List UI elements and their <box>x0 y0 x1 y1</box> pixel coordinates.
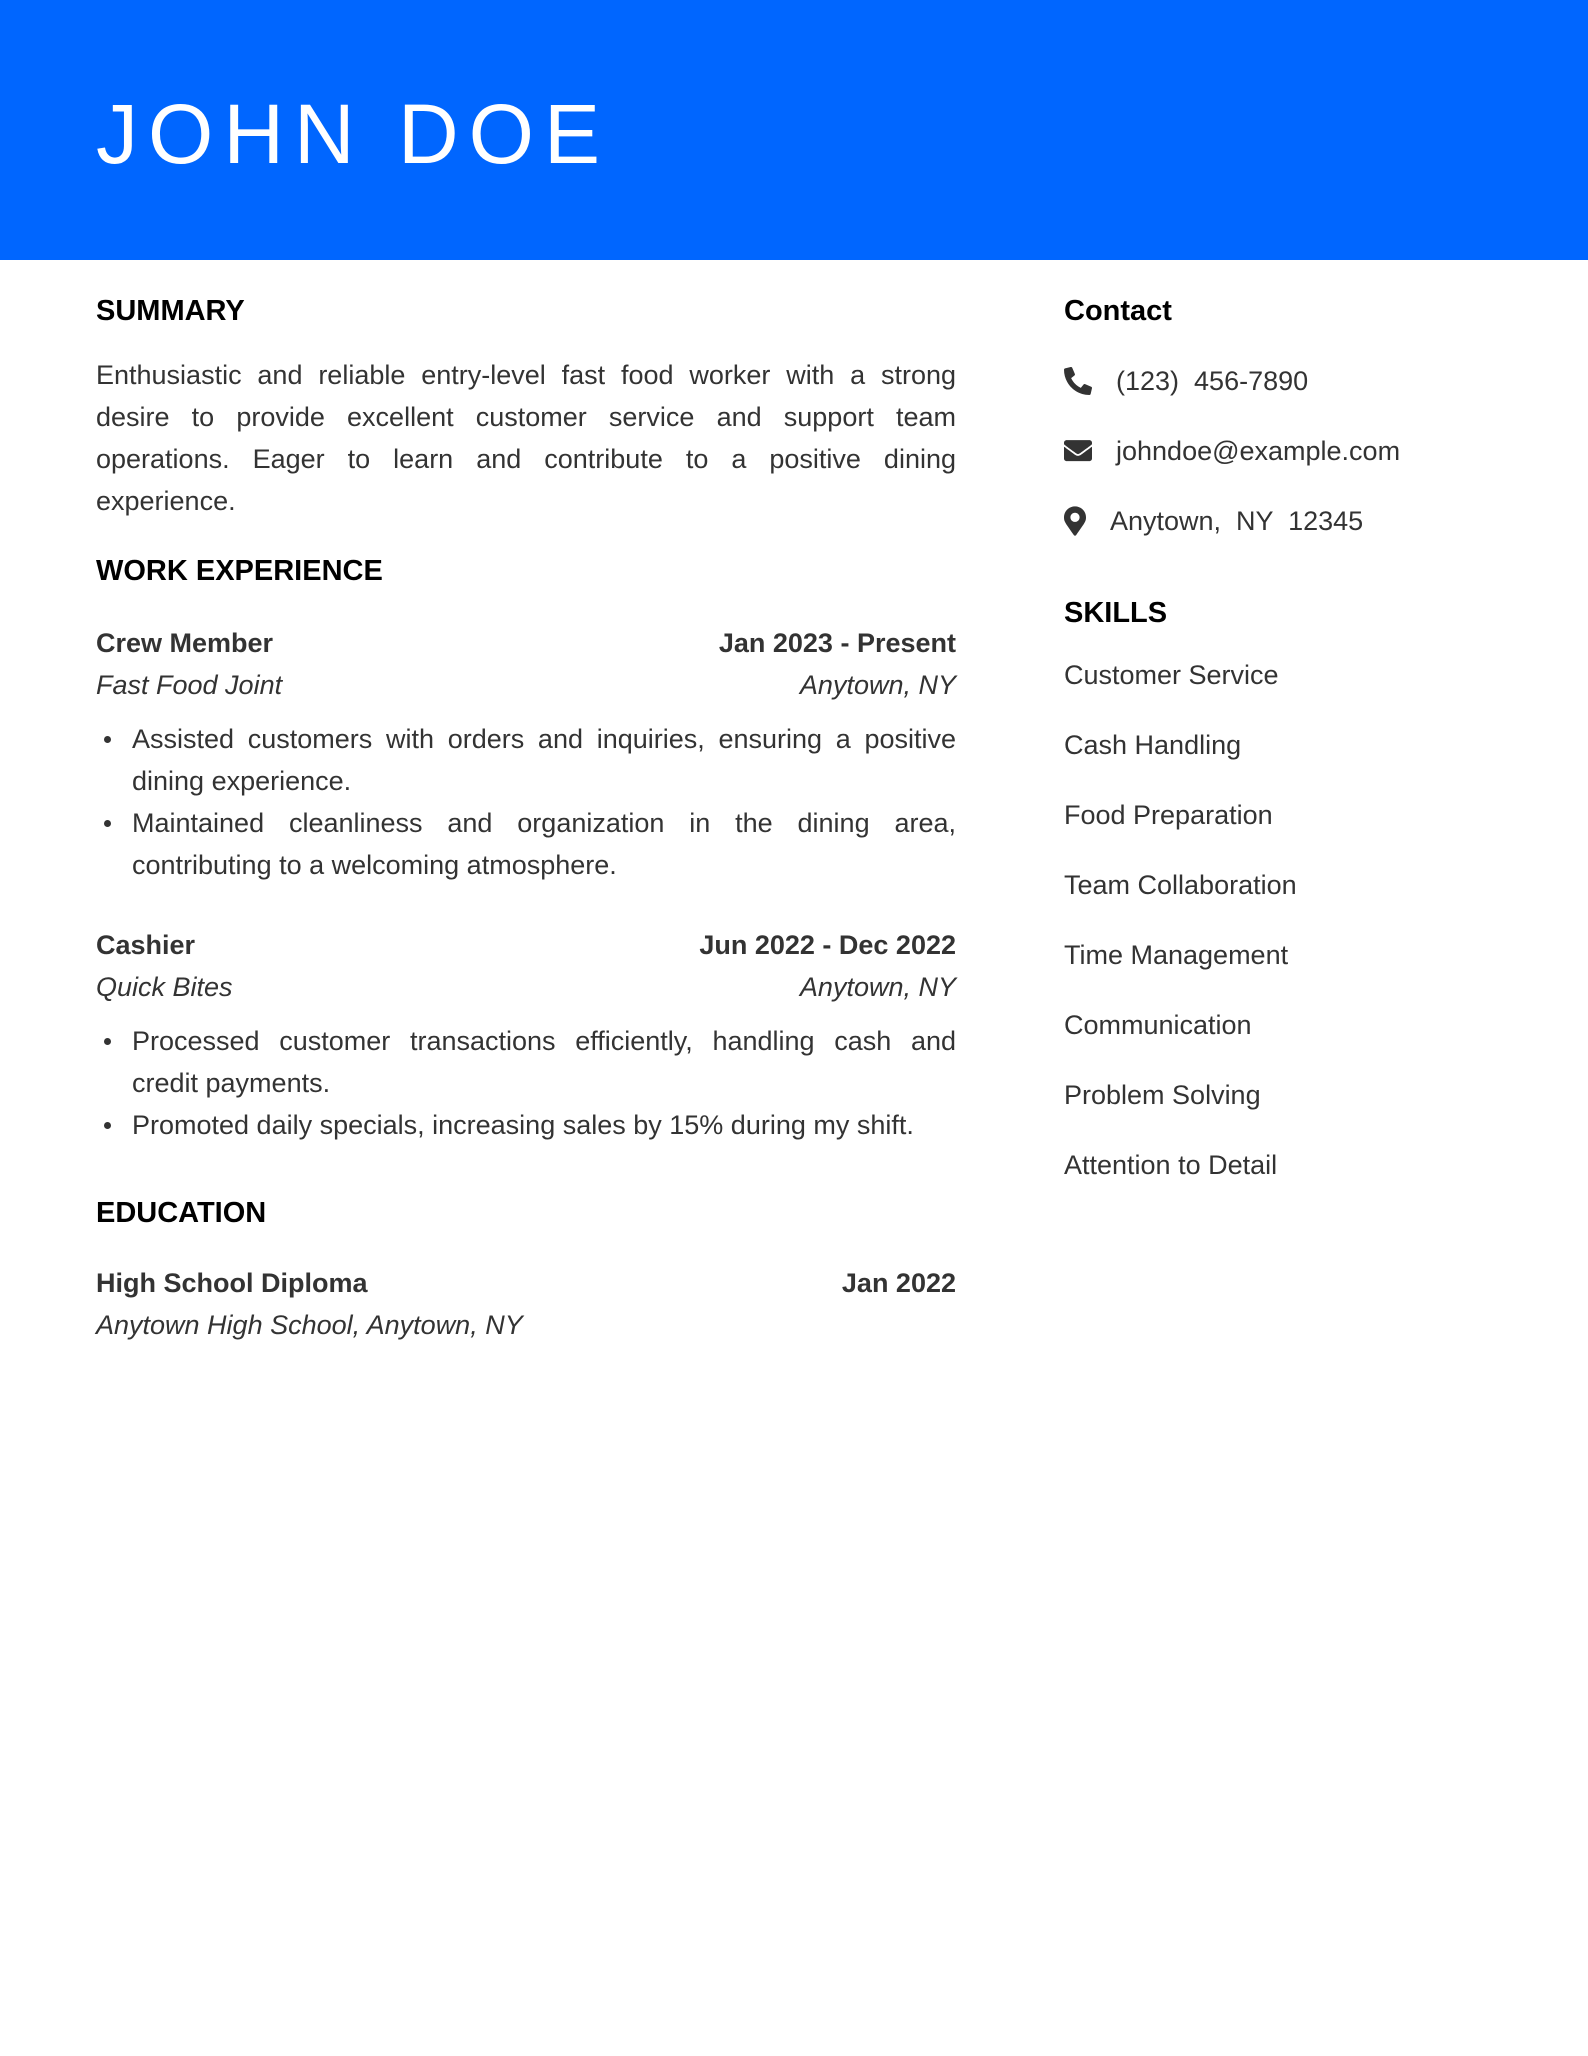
contact-phone <box>1064 360 1524 402</box>
skills-list <box>1064 654 1524 1186</box>
job-company: Fast Food Joint <box>96 670 283 700</box>
contact-list <box>1064 360 1524 542</box>
skill-item: Cash Handling <box>1064 730 1242 760</box>
job-company: Quick Bites <box>96 972 233 1002</box>
summary-text: Enthusiastic and reliable entry-level fast food worker with a strong desire to provide excellent customer service and support team operations. Eager to learn and contribute to a positive dining experience. <box>96 360 956 516</box>
job-dates: Jun 2022 - Dec 2022 <box>699 930 956 960</box>
skill-item: Team Collaboration <box>1064 870 1297 900</box>
skill-item: Customer Service <box>1064 660 1279 690</box>
job-title: Cashier <box>96 930 196 960</box>
job-title: Crew Member <box>96 628 274 658</box>
skill-item: Food Preparation <box>1064 800 1273 830</box>
job-location: Anytown, NY <box>799 972 956 1002</box>
skill-item: Time Management <box>1064 940 1289 970</box>
summary-heading: SUMMARY <box>96 295 245 327</box>
contact-section <box>1064 292 1524 542</box>
contact-address-text: Anytown, NY 12345 <box>1110 505 1364 536</box>
map-pin-icon <box>1064 506 1094 536</box>
job-bullets <box>96 718 956 886</box>
job-bullet: Maintained cleanliness and organization in the dining area, contributing to a welcoming atmosphere. <box>132 802 956 886</box>
education-heading: EDUCATION <box>96 1197 267 1229</box>
job-bullet: Promoted daily specials, increasing sales by 15% during my shift. <box>132 1104 956 1146</box>
job-bullet: Assisted customers with orders and inquiries, ensuring a positive dining experience. <box>132 718 956 802</box>
contact-email <box>1064 430 1524 472</box>
skill-item: Problem Solving <box>1064 1080 1261 1110</box>
skills-section <box>1064 594 1524 1186</box>
job-bullets <box>96 1020 956 1146</box>
contact-phone-text: (123) 456-7890 <box>1116 365 1309 396</box>
job-entry <box>96 924 956 1146</box>
envelope-icon <box>1064 436 1094 466</box>
contact-email-text: johndoe@example.com <box>1116 435 1401 466</box>
work-experience-heading: WORK EXPERIENCE <box>96 555 383 587</box>
skill-item: Communication <box>1064 1010 1252 1040</box>
job-bullet: Processed customer transactions efficiently, handling cash and credit payments. <box>132 1020 956 1104</box>
main-column <box>96 292 956 1346</box>
education-degree: High School Diploma <box>96 1268 368 1298</box>
summary-section <box>96 292 956 522</box>
contact-heading: Contact <box>1064 295 1172 327</box>
phone-icon <box>1064 366 1094 396</box>
header-banner <box>0 0 1588 260</box>
candidate-name: JOHN DOE <box>96 87 611 181</box>
work-experience-section <box>96 552 956 1146</box>
job-location: Anytown, NY <box>799 670 956 700</box>
skill-item: Attention to Detail <box>1064 1150 1278 1180</box>
education-entry <box>96 1262 956 1346</box>
job-dates: Jan 2023 - Present <box>718 628 956 658</box>
contact-address <box>1064 500 1524 542</box>
education-date: Jan 2022 <box>841 1268 956 1298</box>
sidebar-column <box>1064 292 1524 1214</box>
skills-heading: SKILLS <box>1064 597 1168 629</box>
education-section <box>96 1194 956 1346</box>
education-school: Anytown High School, Anytown, NY <box>96 1310 523 1340</box>
job-entry <box>96 622 956 886</box>
